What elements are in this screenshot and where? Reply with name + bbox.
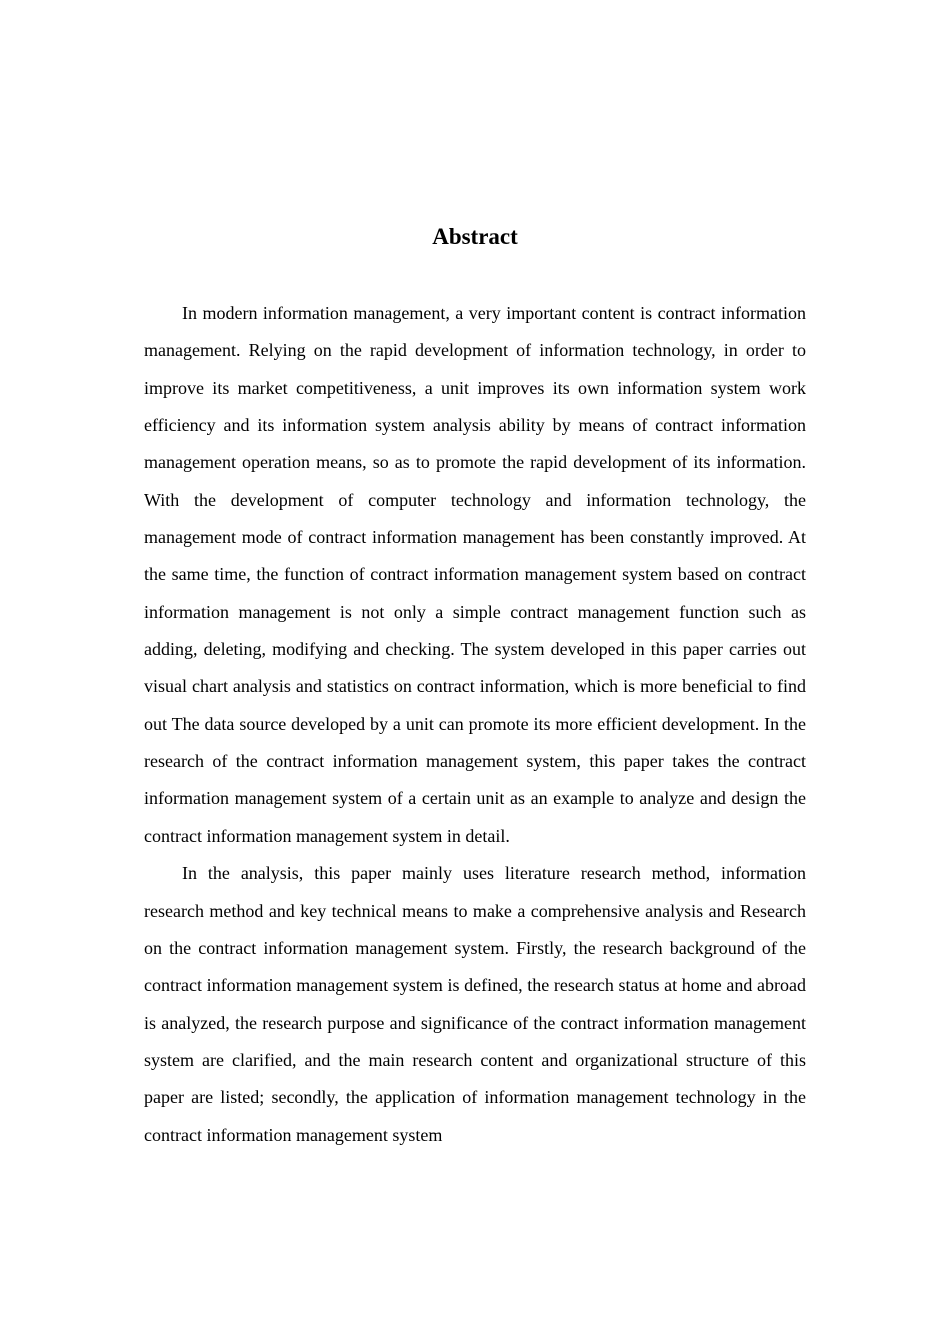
abstract-body [144,295,806,1154]
abstract-paragraph-2: In the analysis, this paper mainly uses literature research method, information research method and key technical means to make a comprehensive analysis and Research on the contract information management system. Firstly, the research background of the contract information management system is defined, the research status at home and abroad is analyzed, the research purpose and significance of the contract information management system are clarified, and the main research content and organizational structure of this paper are listed; secondly, the application of information management technology in the contract information management system [144,863,806,1145]
abstract-paragraph-1: In modern information management, a very important content is contract information management. Relying on the rapid development of information technology, in order to improve its market competitiveness, a unit improves its own information system work efficiency and its information system analysis ability by means of contract information management operation means, so as to promote the rapid development of its information. With the development of computer technology and information technology, the management mode of contract information management has been constantly improved. At the same time, the function of contract information management system based on contract information management is not only a simple contract management function such as adding, deleting, modifying and checking. The system developed in this paper carries out visual chart analysis and statistics on contract information, which is more beneficial to find out The data source developed by a unit can promote its more efficient development. In the research of the contract information management system, this paper takes the contract information management system of a certain unit as an example to analyze and design the contract information management system in detail. [144,303,806,846]
abstract-title: Abstract [432,224,518,249]
